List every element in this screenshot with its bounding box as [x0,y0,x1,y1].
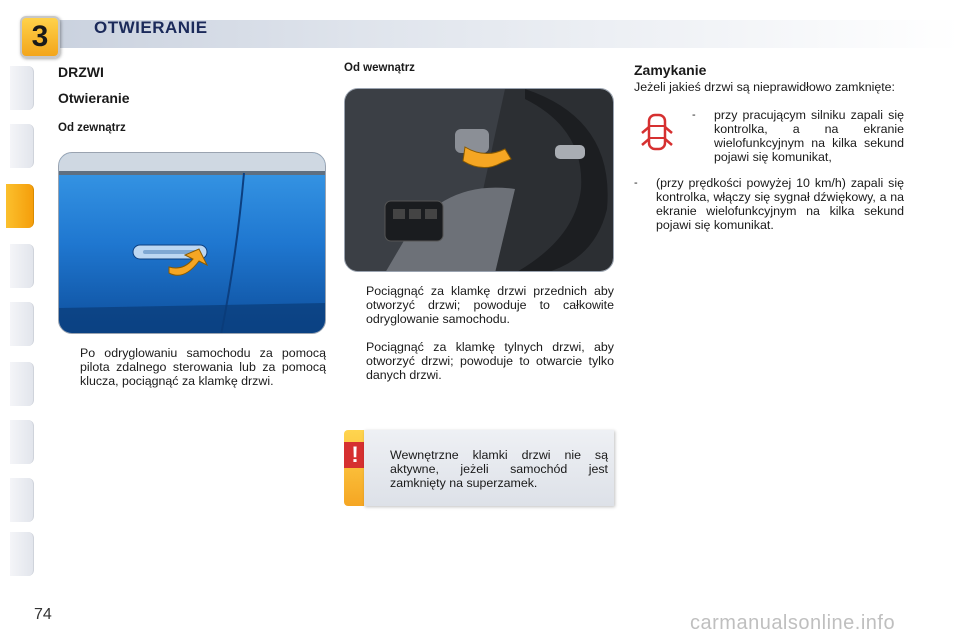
door-interior-svg [345,89,614,272]
warning-body [364,430,614,506]
side-tab[interactable] [10,532,34,576]
bullet-outside [58,346,326,388]
side-tabs [0,66,36,576]
door-open-warning-icon [640,112,674,152]
side-tab[interactable] [10,302,34,346]
door-exterior-svg [59,153,326,334]
car-doors-icon [640,112,674,152]
side-tab[interactable] [10,66,34,110]
page-number: 74 [34,606,52,623]
dash-glyph: - [692,109,696,121]
closing-title: Zamykanie [634,62,707,78]
dash-glyph: - [634,177,638,189]
bullet-text: Po odryglowaniu samochodu za pomocą pilota zdalnego sterowania lub za pomocą klucza, pociągnąć za klamkę drzwi. [80,346,326,388]
side-tab-active[interactable] [6,184,34,228]
bullet-inside-rear [344,340,614,382]
door-interior-illustration [344,88,614,272]
closing-intro: Jeżeli jakieś drzwi są nieprawidłowo zamknięte: [634,80,896,94]
side-tab[interactable] [10,478,34,522]
side-tab[interactable] [10,362,34,406]
bullet-inside-front [344,284,614,326]
side-tab[interactable] [10,124,34,168]
side-tab[interactable] [10,244,34,288]
chapter-badge [20,16,60,58]
chapter-number: 3 [31,20,49,53]
caption-inside: Od wewnątrz [344,62,415,74]
section-title: DRZWI [58,64,104,80]
chapter-title: OTWIERANIE [94,18,208,37]
watermark: carmanualsonline.info [690,612,896,634]
closing-item-text: przy pracującym silniku zapali się kontrolka, a na ekranie wielofunkcyjnym na kilka sekund pojawi się komunikat, [714,108,904,164]
closing-item-1 [692,108,904,164]
warning-box [344,430,614,506]
closing-item-text: (przy prędkości powyżej 10 km/h) zapali się kontrolka, włączy się sygnał dźwiękowy, a na ekranie wielofunkcyjnym na kilka sekund pojawi się komunikat. [656,176,904,232]
door-exterior-illustration [58,152,326,334]
warning-icon: ! [344,442,366,468]
subsection-title: Otwieranie [58,90,130,106]
bullet-text: Pociągnąć za klamkę drzwi przednich aby otworzyć drzwi; powoduje to całkowite odryglowanie samochodu. [366,284,614,326]
closing-item-2 [634,176,904,232]
side-tab[interactable] [10,420,34,464]
caption-outside: Od zewnątrz [58,122,126,134]
bullet-text: Pociągnąć za klamkę tylnych drzwi, aby otworzyć drzwi; powoduje to otwarcie tylko danych drzwi. [366,340,614,382]
header-bar [0,14,960,53]
warning-text: Wewnętrzne klamki drzwi nie są aktywne, jeżeli samochód jest zamknięty na superzamek. [390,448,608,490]
